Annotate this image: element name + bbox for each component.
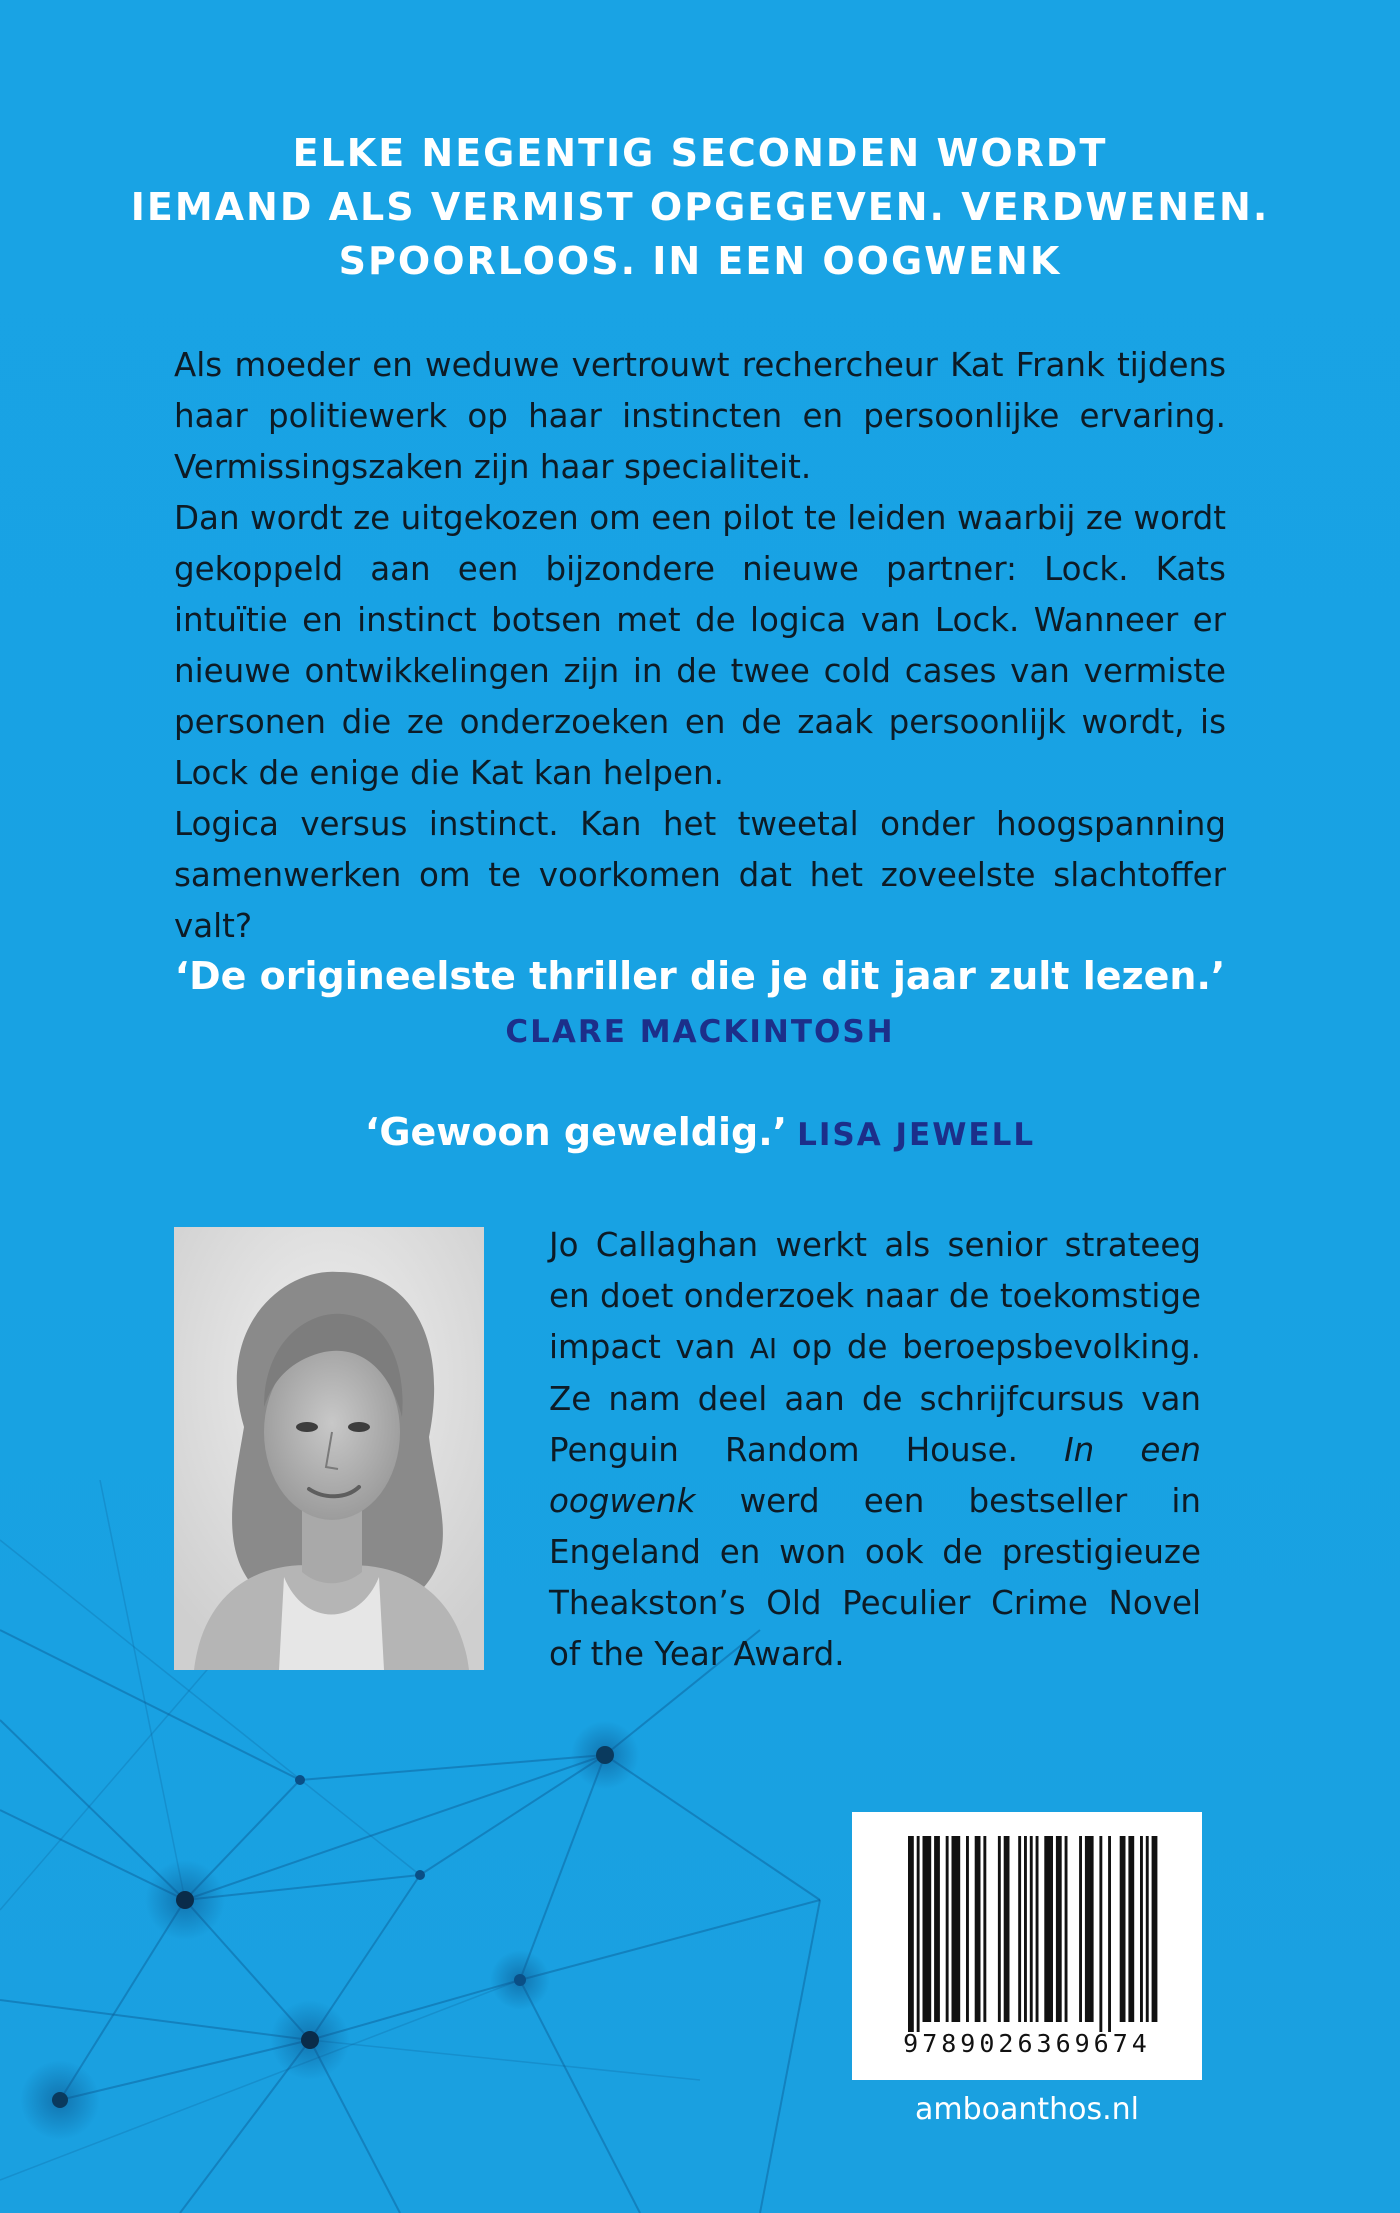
author-bio xyxy=(549,1220,1201,1680)
barcode-bar xyxy=(1065,1836,1068,2022)
barcode-bar xyxy=(1030,1836,1033,2022)
barcode-bar xyxy=(1056,1836,1062,2022)
blurb-paragraph: Als moeder en weduwe vertrouwt rechercheur Kat Frank tijdens haar politiewerk op haar instincten en persoonlijke ervaring. Vermissingszaken zijn haar specialiteit. xyxy=(174,346,1226,486)
isbn-number: 9789026369674 xyxy=(903,2029,1151,2058)
headline-line: IEMAND ALS VERMIST OPGEGEVEN. VERDWENEN. xyxy=(130,185,1270,229)
barcode-bar xyxy=(1044,1836,1053,2022)
barcode xyxy=(852,1812,1202,2080)
book-title: In een oogwenk xyxy=(549,1431,1201,1520)
barcode-bar xyxy=(1128,1836,1134,2022)
headline-line: ELKE NEGENTIG SECONDEN WORDT xyxy=(292,131,1108,175)
barcode-bar xyxy=(923,1836,932,2022)
barcode-bar xyxy=(1140,1836,1143,2022)
barcode-bar xyxy=(1152,1836,1158,2022)
barcode-bar xyxy=(1036,1836,1039,2022)
barcode-bar xyxy=(1024,1836,1027,2022)
barcode-bar xyxy=(975,1836,981,2022)
barcode-bar xyxy=(966,1836,969,2022)
barcode-bar xyxy=(1085,1836,1094,2022)
headline xyxy=(0,126,1400,288)
blurb-paragraph: Dan wordt ze uitgekozen om een pilot te leiden waarbij ze wordt gekoppeld aan een bijzondere nieuwe partner: Lock. Kats intuïtie en instinct botsen met de logica van Lock. Wanneer er nieuwe ontwikkelingen zijn in de twee cold cases van vermiste personen die ze onderzoeken en de zaak persoonlijk wordt, is Lock de enige die Kat kan helpen. xyxy=(174,499,1226,792)
author-portrait xyxy=(174,1227,484,1670)
barcode-bar xyxy=(1018,1836,1021,2022)
barcode-bar xyxy=(983,1836,986,2022)
bio-intro-cont: op de beroepsbevolking. Ze nam deel aan de schrijfcursus van Penguin Random House. xyxy=(549,1328,1201,1469)
barcode-bar xyxy=(1079,1836,1082,2022)
blurb-paragraph: Logica versus instinct. Kan het tweetal onder hoogspanning samenwerken om te voorkomen dat het zoveelste slachtoffer valt? xyxy=(174,805,1226,945)
barcode-bar xyxy=(998,1836,1001,2022)
barcode-bar xyxy=(1099,1836,1102,2032)
bio-ai: AI xyxy=(749,1332,778,1365)
barcode-bar xyxy=(934,1836,940,2022)
author-photo xyxy=(174,1227,484,1670)
barcode-bar xyxy=(1004,1836,1010,2022)
review-author: LISA JEWELL xyxy=(797,1117,1036,1153)
review-quote: ‘Gewoon geweldig.’ xyxy=(364,1110,788,1154)
review-author: CLARE MACKINTOSH xyxy=(505,1014,895,1050)
bio-intro: Jo Callaghan werkt als senior strateeg en doet onderzoek naar de toekomstige impact van xyxy=(549,1226,1201,1366)
barcode-bar xyxy=(917,1836,920,2032)
bio-rest: werd een bestseller in Engeland en won ook de prestigieuze Theakston’s Old Peculier Crime Novel of the Year Award. xyxy=(549,1482,1201,1673)
review-quote: ‘De origineelste thriller die je dit jaar zult lezen.’ xyxy=(174,954,1226,998)
blurb xyxy=(174,340,1226,952)
barcode-bar xyxy=(946,1836,949,2022)
headline-line: SPOORLOOS. IN EEN OOGWENK xyxy=(338,239,1062,283)
publisher-website[interactable]: amboanthos.nl xyxy=(914,2092,1140,2127)
barcode-bar xyxy=(1146,1836,1149,2022)
barcode-bar xyxy=(1120,1836,1126,2022)
review-quote-line xyxy=(0,1106,1400,1166)
barcode-bar xyxy=(1108,1836,1111,2032)
barcode-bar xyxy=(908,1836,914,2032)
barcode-bar xyxy=(952,1836,961,2022)
